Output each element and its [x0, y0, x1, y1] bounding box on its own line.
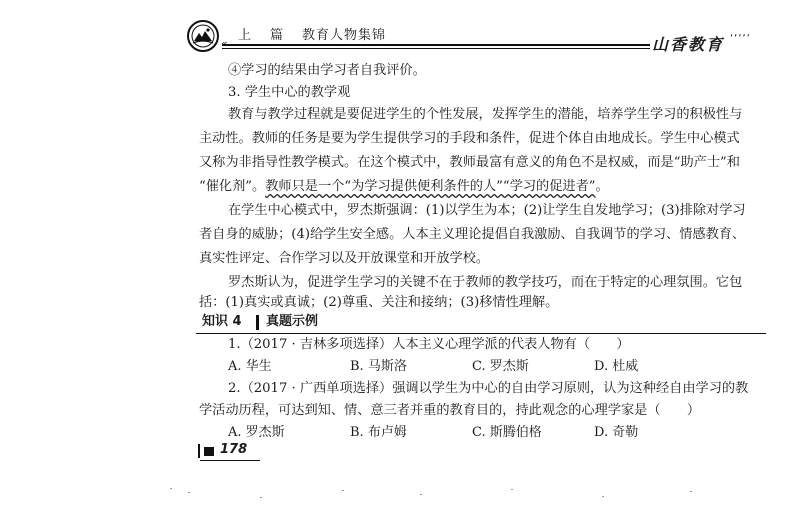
question-option: B. 马斯洛 — [350, 359, 407, 374]
question-stem: 2.（2017 · 广西单项选择）强调以学生为中心的自由学习原则，认为这种经自由学习的教 — [228, 381, 749, 396]
question-option: B. 布卢姆 — [350, 425, 407, 440]
scan-speck — [170, 488, 172, 489]
paragraph-line: 主动性。教师的任务是要为学生提供学习的手段和条件，促进个体自由地成长。学生中心模式 — [199, 131, 740, 146]
paragraph-line: 教育与教学过程就是要促进学生的个性发展，发挥学生的潜能，培养学生学习的积极性与 — [228, 107, 743, 122]
subheading: 3. 学生中心的教学观 — [228, 85, 351, 100]
scan-speck — [420, 494, 422, 495]
question-option: A. 罗杰斯 — [228, 425, 285, 440]
question-option: D. 杜威 — [594, 359, 639, 374]
paragraph-line: 真实性评定、合作学习以及开放课堂和开放学校。 — [199, 251, 490, 266]
question-stem: 学活动历程，可达到知、情、意三者并重的教育目的，持此观念的心理学家是（ ） — [199, 403, 701, 418]
page-marker-icon — [198, 444, 216, 458]
scan-speck — [188, 492, 190, 493]
emphasized-text: 教师只是一个“为学习提供便利条件的人”“学习的促进者” — [265, 179, 596, 194]
header-rule-thin — [222, 48, 650, 49]
running-header — [238, 24, 386, 43]
section-badge: 知识 4 — [202, 314, 242, 329]
scan-speck — [602, 496, 604, 497]
header-part: 上 — [238, 28, 253, 43]
question-option: C. 罗杰斯 — [472, 359, 529, 374]
page-number-text: 178 — [220, 442, 248, 457]
paragraph-line: 又称为非指导性教学模式。在这个模式中，教师最富有意义的角色不是权威，而是“助产士”和 — [199, 155, 740, 170]
page-number-rule — [200, 460, 260, 461]
paragraph-line: 括：(1)真实或真诚；(2)尊重、关注和接纳；(3)移情性理解。 — [199, 295, 559, 310]
paragraph-line: 罗杰斯认为，促进学生学习的关键不在于教师的教学技巧，而在于特定的心理氛围。它包 — [228, 275, 743, 290]
question-stem: 1.（2017 · 吉林多项选择）人本主义心理学派的代表人物有（ ） — [228, 337, 630, 352]
scan-speck — [260, 497, 262, 498]
header-title: 教育人物集锦 — [302, 28, 387, 43]
question-option: D. 奇勒 — [594, 425, 639, 440]
paragraph-text: 。 — [595, 179, 609, 194]
brand-mark: ‘‘‘‘‘ — [730, 33, 751, 44]
scan-speck — [342, 490, 344, 491]
section-heading — [196, 312, 766, 334]
question-option: C. 斯腾伯格 — [472, 425, 542, 440]
scan-speck — [511, 489, 513, 490]
section-rule — [196, 333, 766, 334]
header-arrow-icon: « — [221, 37, 228, 50]
section-label: 真题示例 — [266, 314, 319, 329]
section-divider — [256, 315, 259, 330]
question-option: A. 华生 — [228, 359, 272, 374]
list-item: ④学习的结果由学习者自我评价。 — [228, 63, 426, 78]
scan-speck — [690, 491, 692, 492]
paragraph-line: 在学生中心模式中，罗杰斯强调：(1)以学生为本；(2)让学生自发地学习；(3)排除对学习 — [228, 203, 746, 218]
paragraph-text: “催化剂”。 — [199, 179, 266, 194]
header-rule — [222, 44, 650, 46]
paragraph-line — [199, 178, 609, 196]
publisher-logo-icon — [187, 20, 219, 52]
paragraph-line: 者自身的威胁；(4)给学生安全感。人本主义理论提倡自我激励、自我调节的学习、情感教育、 — [199, 227, 746, 242]
brand-name: 山香教育 — [652, 35, 725, 54]
header-section: 篇 — [270, 28, 285, 43]
